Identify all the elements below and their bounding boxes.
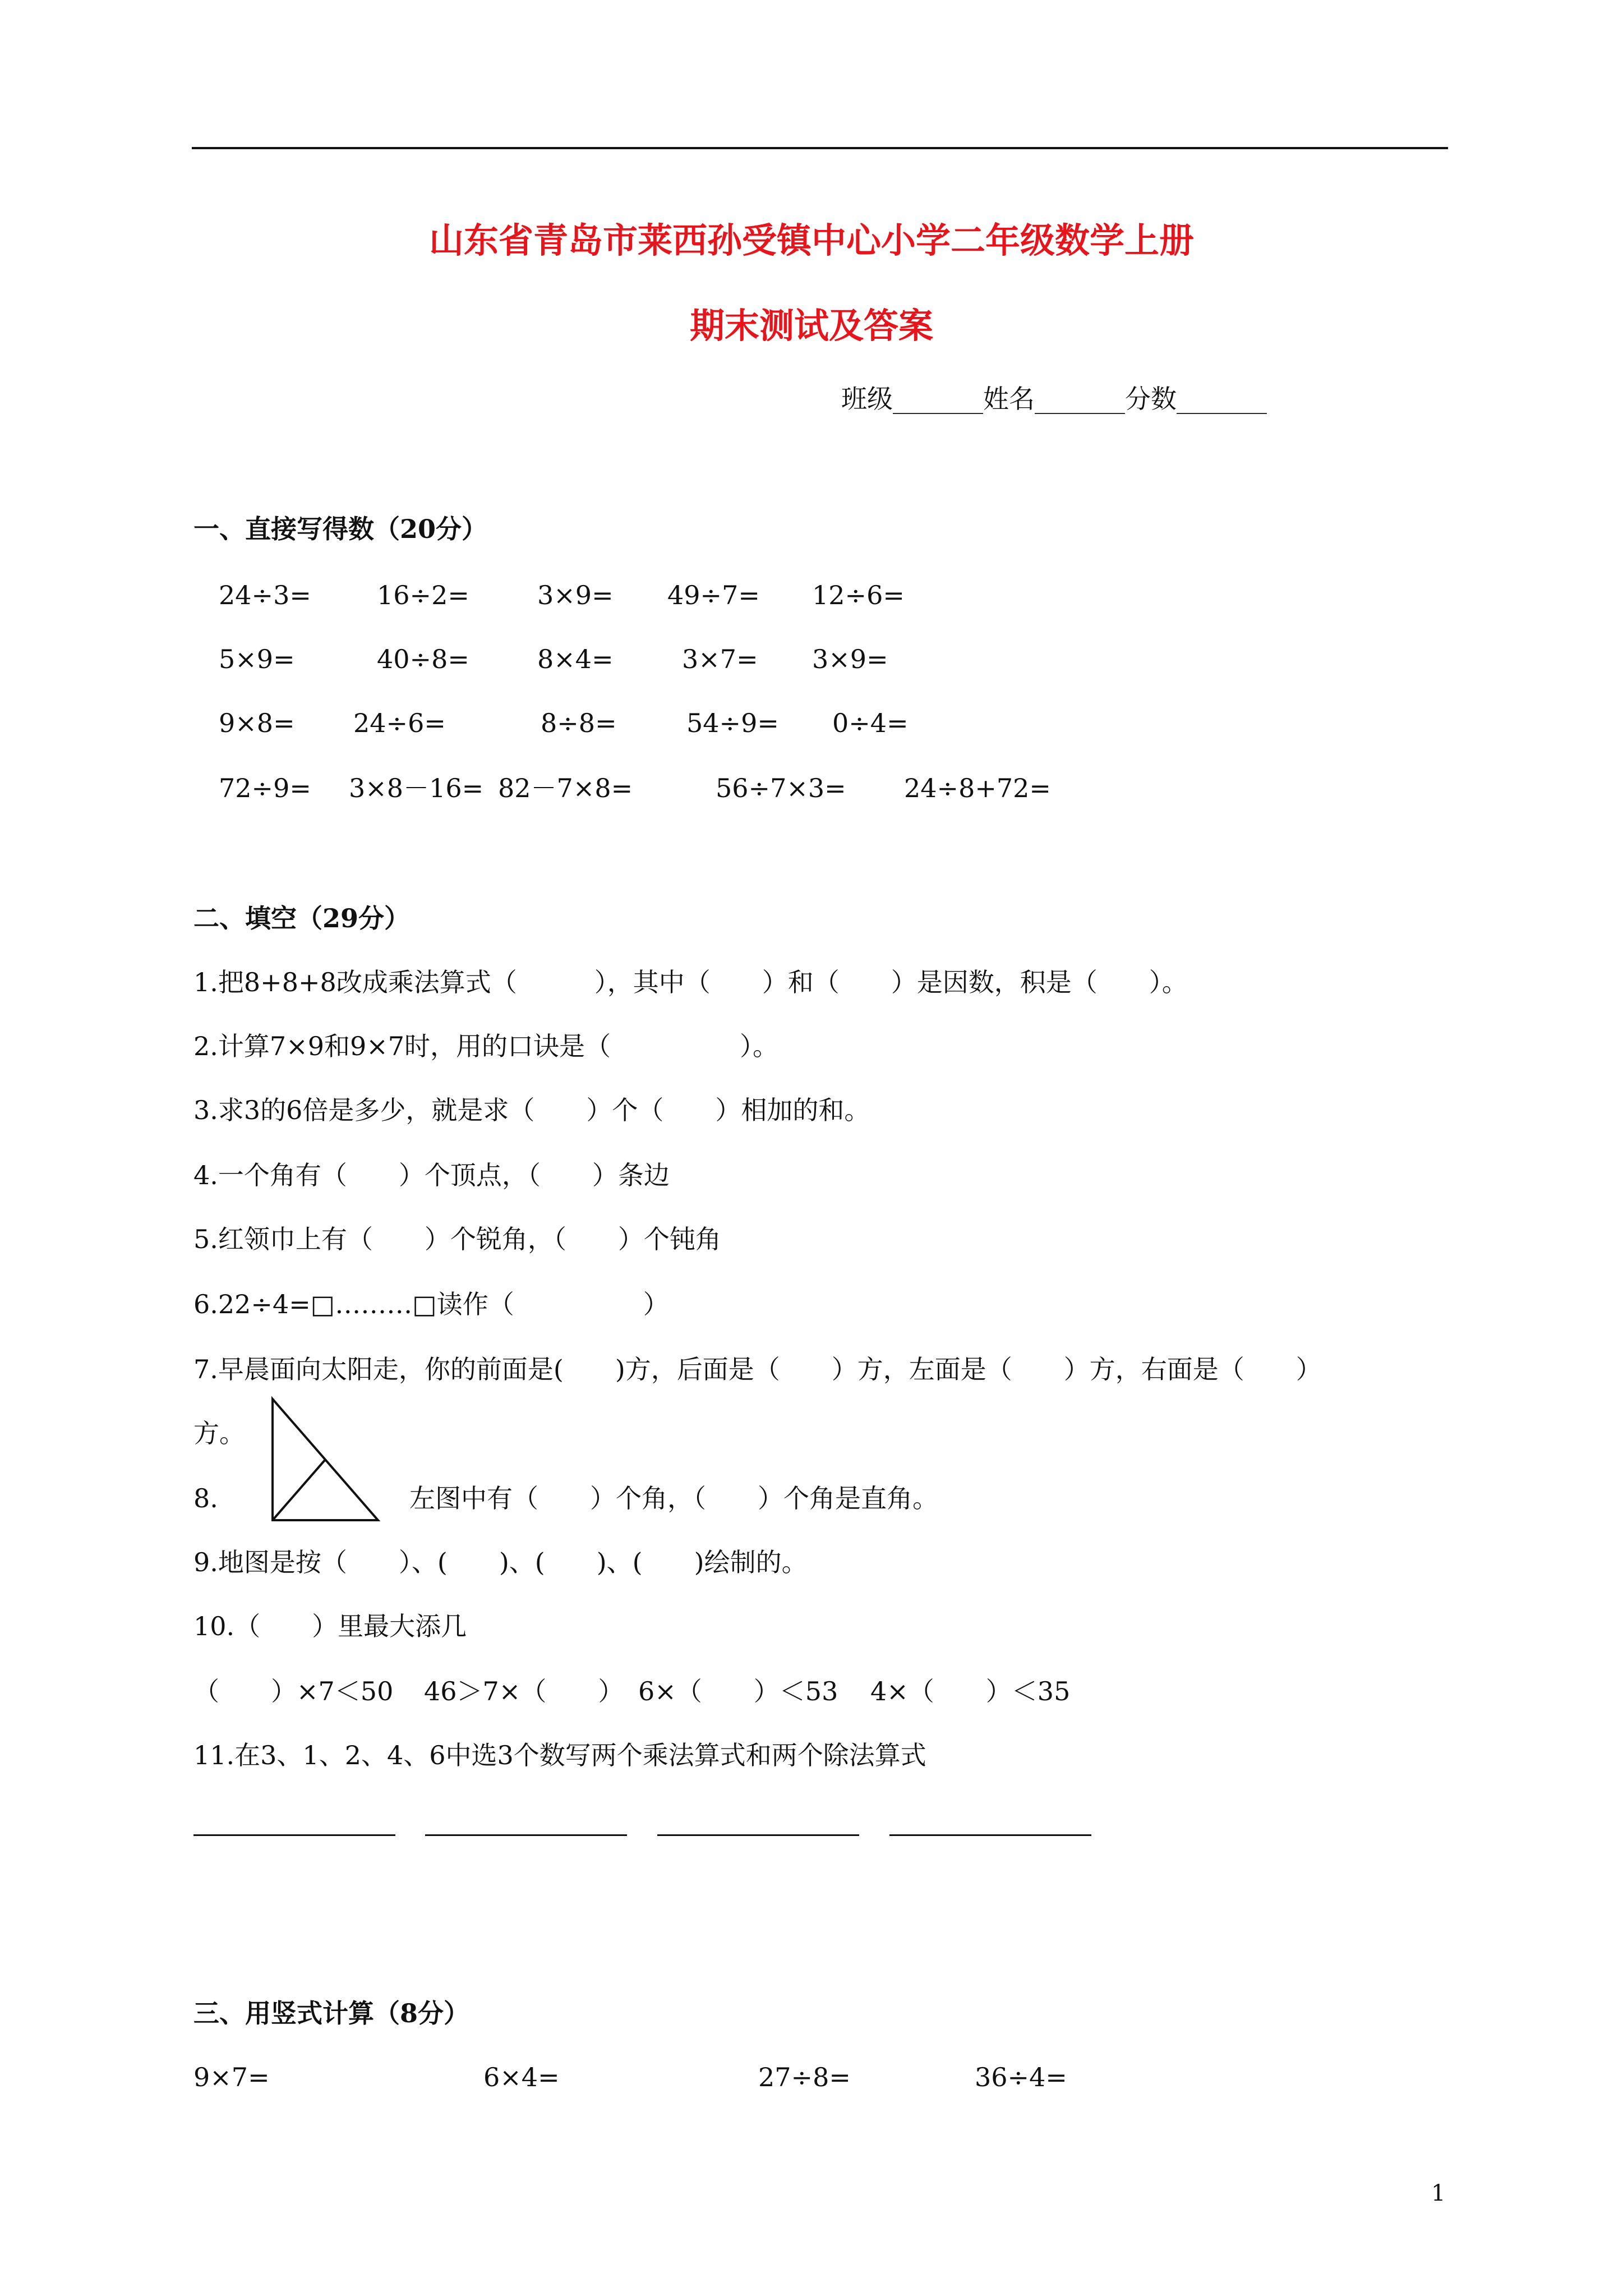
question-8-text: 左图中有（ ）个角，（ ）个角是直角。 xyxy=(409,1483,938,1513)
question-2: 2.计算7×9和9×7时，用的口诀是（ ）。 xyxy=(193,1031,779,1061)
calc-item: 3×7= xyxy=(682,644,758,674)
question-4: 4.一个角有（ ）个顶点，（ ）条边 xyxy=(193,1160,670,1190)
page-title-line2: 期末测试及答案 xyxy=(689,305,933,346)
calc-item: 12÷6= xyxy=(812,580,905,610)
triangle-inner-line xyxy=(273,1460,325,1520)
page-number: 1 xyxy=(1431,2180,1446,2206)
answer-line xyxy=(657,1834,859,1836)
question-7-line1: 7.早晨面向太阳走，你的前面是( )方，后面是（ ）方，左面是（ ）方，右面是（ ） xyxy=(193,1354,1322,1384)
calc-item: 24÷8+72= xyxy=(904,773,1051,803)
calc-item: 24÷3= xyxy=(219,580,311,610)
question-3: 3.求3的6倍是多少，就是求（ ）个（ ）相加的和。 xyxy=(193,1095,870,1125)
section1-heading: 一、直接写得数（20分） xyxy=(193,514,488,544)
vertical-calc-item: 27÷8= xyxy=(758,2062,851,2092)
section2-heading: 二、填空（29分） xyxy=(193,903,411,933)
calc-item: 49÷7= xyxy=(667,580,760,610)
question-11: 11.在3、1、2、4、6中选3个数写两个乘法算式和两个除法算式 xyxy=(193,1740,926,1770)
answer-line xyxy=(425,1834,627,1836)
vertical-calc-item: 9×7= xyxy=(193,2062,270,2092)
question-10-item: 6×（ ）＜53 xyxy=(638,1676,838,1706)
calc-item: 3×9= xyxy=(812,644,888,674)
student-info-line: 班级_______姓名_______分数_______ xyxy=(841,384,1267,414)
calc-item: 54÷9= xyxy=(686,708,779,738)
answer-line xyxy=(889,1834,1091,1836)
calc-item: 3×8－16= xyxy=(349,773,484,803)
question-10: 10.（ ）里最大添几 xyxy=(193,1611,467,1641)
calc-item: 24÷6= xyxy=(353,708,446,738)
triangle-figure xyxy=(269,1396,381,1525)
calc-item: 9×8= xyxy=(219,708,295,738)
section3-heading: 三、用竖式计算（8分） xyxy=(193,1998,470,2028)
calc-item: 56÷7×3= xyxy=(716,773,846,803)
calc-item: 3×9= xyxy=(537,580,614,610)
question-9: 9.地图是按（ ）、( )、( )、( )绘制的。 xyxy=(193,1547,808,1577)
calc-item: 82－7×8= xyxy=(498,773,633,803)
vertical-calc-item: 6×4= xyxy=(483,2062,560,2092)
question-5: 5.红领巾上有（ ）个锐角，（ ）个钝角 xyxy=(193,1224,721,1254)
answer-line xyxy=(193,1834,395,1836)
calc-item: 5×9= xyxy=(219,644,295,674)
calc-item: 8÷8= xyxy=(541,708,617,738)
question-10-item: 46＞7×（ ） xyxy=(424,1676,624,1706)
question-10-item: （ ）×7＜50 xyxy=(193,1676,394,1706)
vertical-calc-item: 36÷4= xyxy=(975,2062,1067,2092)
question-7-line2: 方。 xyxy=(193,1418,245,1448)
calc-item: 8×4= xyxy=(537,644,614,674)
question-8-number: 8. xyxy=(193,1483,218,1513)
calc-item: 16÷2= xyxy=(377,580,469,610)
calc-item: 72÷9= xyxy=(219,773,311,803)
question-1: 1.把8+8+8改成乘法算式（ ），其中（ ）和（ ）是因数，积是（ ）。 xyxy=(193,967,1188,997)
calc-item: 40÷8= xyxy=(377,644,469,674)
question-10-item: 4×（ ）＜35 xyxy=(870,1676,1071,1706)
page-title-line1: 山东省青岛市莱西孙受镇中心小学二年级数学上册 xyxy=(428,220,1194,261)
calc-item: 0÷4= xyxy=(832,708,909,738)
question-6: 6.22÷4=□………□读作（ ） xyxy=(193,1289,669,1319)
top-rule xyxy=(192,147,1448,149)
